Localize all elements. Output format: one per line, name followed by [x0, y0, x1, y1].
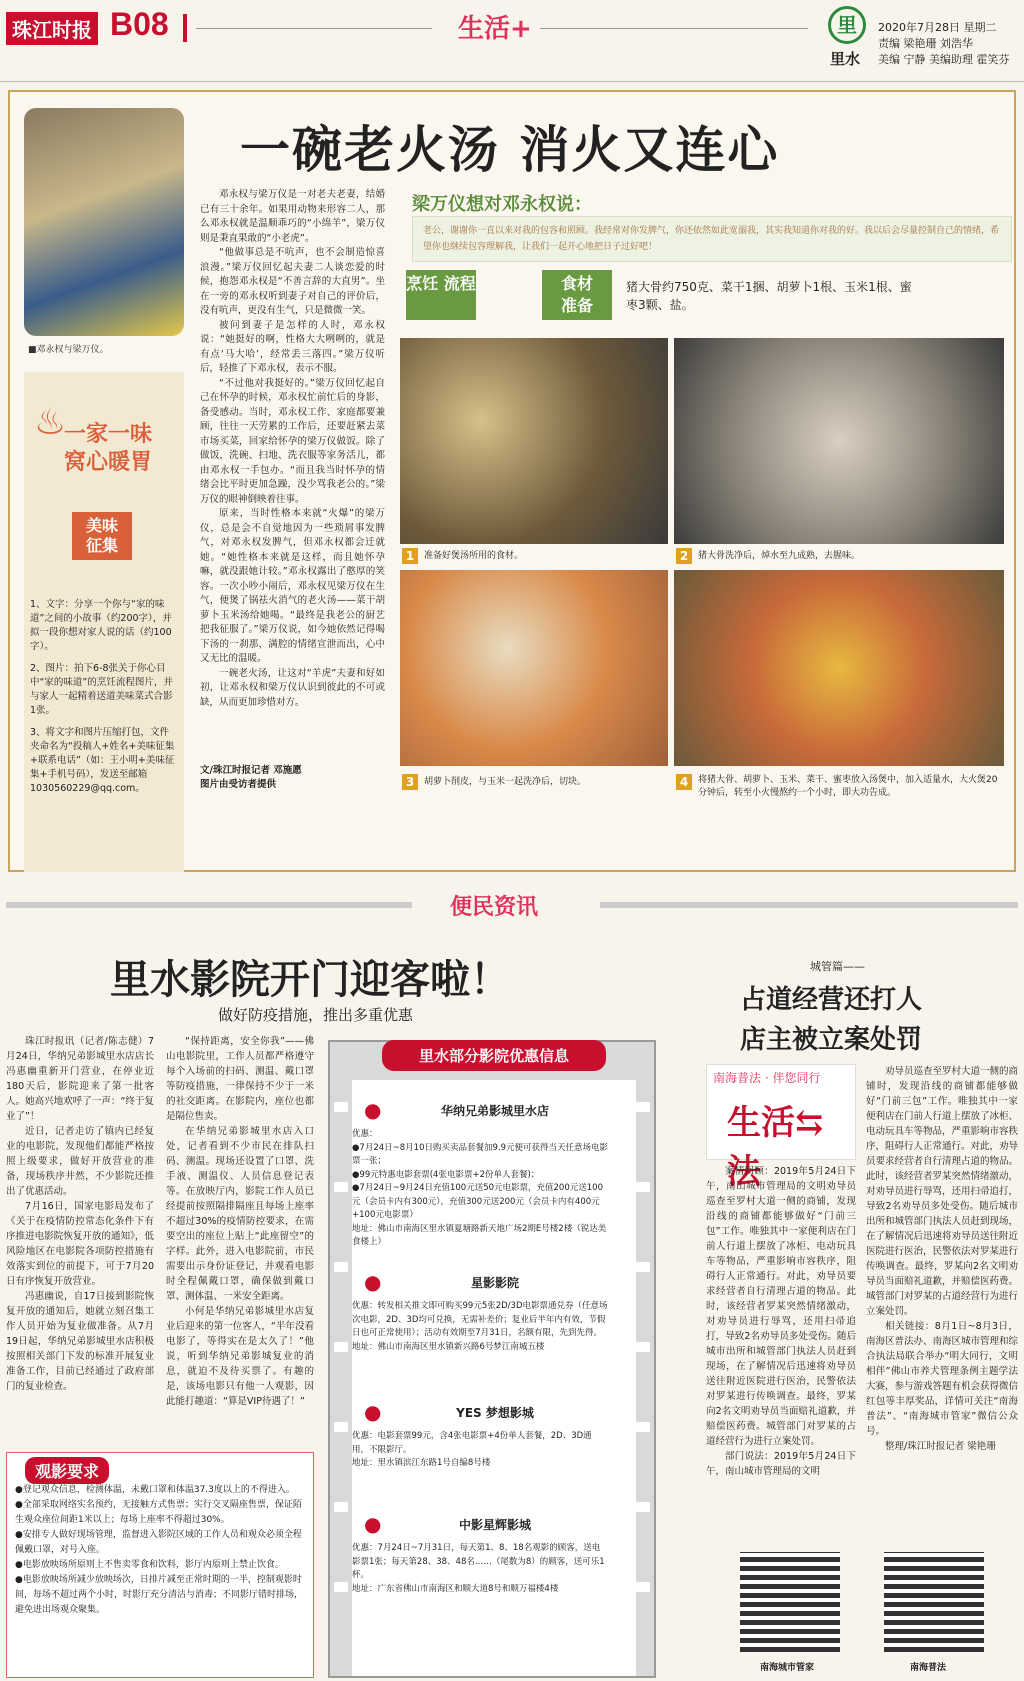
paragraph: 一碗老火汤，让这对“羊虎”夫妻和好如初，让邓永权和梁万仪认识到彼此的不可或缺，从而更加珍惜对方。 — [200, 667, 385, 708]
logo-text: 里水 — [830, 50, 861, 68]
step-number: 4 — [676, 774, 692, 790]
paragraph: “保持距离，安全你我”——佛山电影院里，工作人员都严格遵守每个入场前的扫码、测温、戴口罩等防疫措施，一律保持不少于一米的社交距离。在影院内，座位也都是隔位售卖。 — [166, 1036, 314, 1122]
photo-caption: ■邓永权与梁万仪。 — [28, 345, 109, 355]
location-pin-icon: ● — [364, 1400, 382, 1424]
cinema-col-1 — [6, 1034, 154, 1394]
collect-tag: 美味 征集 — [72, 512, 132, 560]
law-kicker: 城管篇—— — [810, 960, 865, 973]
divider — [6, 902, 412, 908]
rule-item: 3、将文字和图片压缩打包，文件夹命名为“投稿人+姓名+美味征集+联系电话”（如：王小明+美味征集+手机号码），发送至邮箱1030560229@qq.com。 — [30, 727, 175, 794]
theater-info — [352, 1430, 608, 1471]
law-logo-main: 生活⇆法 — [727, 1103, 824, 1192]
notice-item: ●安排专人做好现场管理，监督进入影院区域的工作人员和观众必须全程佩戴口罩，对号入座。 — [15, 1530, 302, 1555]
note-text: 老公，谢谢你一直以来对我的包容和照顾。我经常对你发脾气，你还依然如此宽溺我，其实我知道你对我的好。我以后会尽量控制自己的情绪，希望你也继续包容理解我，让我们一起开心地把日子过好吧！ — [412, 216, 1012, 262]
header-meta — [878, 20, 1010, 68]
rule-item: 2、图片：拍下6-8张关于你心目中“家的味道”的烹饪流程图片，并与家人一起精着送道美味菜式合影1张。 — [30, 663, 173, 716]
feature-story — [8, 90, 1016, 872]
paragraph: 冯惠幽说，自17日接到影院恢复开放的通知后，她就立刻召集工作人员开始为复业做准备。从7月19日起，华纳兄弟影城里水店积极按照相关部门下发的标准开展复业准备工作，目前已经通过了政府部门的复业检查。 — [6, 1291, 154, 1392]
rule-item: 1、文字：分享一个你与“家的味道”之间的小故事（约200字），并拟一段你想对家人说的话（约100字）。 — [30, 599, 172, 652]
film-hole — [636, 1262, 650, 1272]
step-photo — [400, 570, 668, 766]
qr-code-icon[interactable] — [740, 1552, 840, 1652]
film-hole — [334, 1102, 348, 1112]
film-strip-panel — [328, 1040, 656, 1678]
editor-credit: 责编 梁艳珊 刘浩华 — [878, 37, 973, 50]
notice-item: ●电影放映场所原则上不售卖零食和饮料，影厅内原则上禁止饮食。 — [15, 1560, 284, 1570]
theater-info — [352, 1128, 608, 1250]
film-hole — [334, 1422, 348, 1432]
location-pin-icon: ● — [364, 1512, 382, 1536]
law-logo — [706, 1064, 856, 1192]
film-hole — [636, 1582, 650, 1592]
theater-info — [352, 1542, 608, 1596]
collection-rules — [30, 598, 178, 804]
theater-name: 华纳兄弟影城里水店 — [440, 1104, 549, 1118]
paragraph: 案情回顾：2019年5月24日下午，南山城市管理局的文明劝导员巡查至罗村大道一侧的商铺，发现沿线的商铺都能够做好“门前三包”工作。唯独其中一家便利店在门前人行道上摆放了冰柜、电动玩具车等物品，严重影响市容秩序，阻碍行人正常通行。对此，劝导员要求经营者自行清理占道的物品。此时，该经营者罗某突然情绪激动，对劝导员进行辱骂，还用扫帚追打，导致2名劝导员多处受伤。随后城市出所和城管部门执法人员赶到现场，在了解情况后迅速将劝导员送往附近医院进行医治，民警依法对罗某进行传唤调查。最终，罗某向2名文明劝导员当面赔礼道歉，并赔偿医药费。城管部门对罗某的占道经营行为进行立案处罚。 — [706, 1166, 856, 1447]
paragraph: 小何是华纳兄弟影城里水店复业后迎来的第一位客人，“半年没看电影了，等得实在是太久了！”他说，听到华纳兄弟影城复业的消息，就迫不及待买票了。有趣的是，该场电影只有他一人观影，因此能打趣道：“算是VIP待遇了！” — [166, 1306, 314, 1407]
paragraph: 在华纳兄弟影城里水店入口处，记者看到不少市民在排队扫码、测温。现场还设置了口罩、洗手液、测温仪、人员信息登记表等。在放映厅内，影院工作人员已经提前按照隔排隔座且每场上座率不超过30%的疫情防控要求，在需要空出的座位上贴上“此座留空”的字样。此外，进入电影院前，市民需要出示身份证登记，并观看电影时全程佩戴口罩，确保做到戴口罩、测体温、一米安全距离。 — [166, 1126, 314, 1302]
info-line: 地址：佛山市南海区里水镇新兴路6号梦江南城五楼 — [352, 1341, 545, 1352]
qr-caption: 南海城市管家 — [760, 1663, 815, 1673]
step-caption: 胡萝卜削皮，与玉米一起洗净后，切块。 — [424, 777, 587, 787]
theater-name: 中影星辉影城 — [458, 1518, 531, 1532]
film-hole — [636, 1102, 650, 1112]
ingredients: 猪大骨约750克、菜干1捆、胡萝卜1根、玉米1根、蜜枣3颗、盐。 — [626, 280, 912, 312]
step-photo — [674, 570, 1004, 766]
notice-item: ●登记观众信息，检测体温，未戴口罩和体温37.3度以上的不得进入。 — [15, 1485, 295, 1495]
divider — [196, 28, 432, 29]
info-line: 优惠：转发相关推文即可购买99元5张2D/3D电影票通兑券（任意场次电影，2D、3D均可兑换，无需补差价；复业后半年内有效，节假日也可正常使用）；活动有效期至7月31日，名额有限，先到先得。 — [352, 1301, 608, 1338]
step-caption: 猪大骨洗净后，焯水至九成熟，去腥味。 — [698, 551, 861, 561]
cinema-subtitle: 做好防疫措施，推出多重优惠 — [218, 1006, 414, 1024]
theater-name: 星影影院 — [470, 1276, 519, 1290]
film-hole — [334, 1582, 348, 1592]
step-caption: 将猪大骨、胡萝卜、玉米、菜干、蜜枣放入汤煲中，加入适量水，大火煲20分钟后，转至小火慢熬约一个小时，即大功告成。 — [698, 775, 998, 798]
location-pin-icon: ● — [364, 1098, 382, 1122]
tag-ingredients: 食材 准备 — [542, 270, 612, 320]
info-line: 优惠：电影套票99元，含4张电影票+4份单人套餐，2D、3D通用，不限影厅。 — [352, 1431, 592, 1455]
info-line: 地址：广东省佛山市南海区和顺大道8号和顺万福楼4楼 — [352, 1583, 559, 1594]
step-number: 1 — [402, 548, 418, 564]
info-line: 地址：佛山市南海区里水镇夏塘路新天地广场2期E号楼2楼（锐达美食楼上） — [352, 1223, 607, 1247]
paragraph: 相关链接：8月1日~8月3日，南海区普法办、南海区城市管理和综合执法局联合举办“明大同行，文明相伴”佛山市养犬管理条例主题学法大赛，参与游戏答题有机会获得微信红包等丰厚奖品，详情可关注“南海普法”、“南海城市管家”微信公众号。 — [866, 1321, 1019, 1437]
story-body — [200, 188, 385, 710]
info-line: ●7月24日~8月10日购买卖品套餐加9.9元便可获得当天任意场电影票一张； — [352, 1142, 609, 1166]
step-number: 3 — [402, 774, 418, 790]
film-hole — [636, 1422, 650, 1432]
section-divider — [0, 890, 1024, 920]
viewing-requirements — [6, 1452, 314, 1678]
paragraph: 被问到妻子是怎样的人时，邓永权说：“她挺好的啊，性格大大咧咧的，就是有点‘马大哈’，经常丢三落四。”梁万仪听后，轻推了下邓永权，表示不服。 — [200, 319, 385, 374]
paragraph: 劝导员巡查至罗村大道一侧的商铺时，发现沿线的商铺都能够做好“门前三包”工作。唯独其中一家便利店在门前人行道上摆放了冰柜、电动玩具车等物品，严重影响市容秩序，阻碍行人正常通行。对此，劝导员要求经营者自行清理占道的物品。此时，该经营者罗某突然情绪激动，对劝导员进行辱骂，还用扫帚追打，导致2名劝导员多处受伤。随后城市出所和城管部门执法人员赶到现场，在了解情况后迅速将劝导员送往附近医院进行医治，民警依法对罗某进行传唤调查。最终，罗某向2名文明劝导员当面赔礼道歉，并赔偿医药费。城管部门对罗某的占道经营行为进行立案处罚。 — [866, 1066, 1019, 1317]
issue-date: 2020年7月28日 星期二 — [878, 21, 997, 34]
page-number: B08 — [110, 6, 169, 42]
section-title: 便民资讯 — [450, 895, 539, 920]
notice-title: 观影要求 — [25, 1457, 109, 1484]
byline: 文/珠江时报记者 邓施愿 图片由受访者提供 — [200, 765, 302, 790]
paper-name: 珠江时报 — [6, 12, 98, 45]
paragraph: 7月16日，国家电影局发布了《关于在疫情防控常态化条件下有序推进电影院恢复开放的通知》，低风险地区在电影院各项防控措施有效落实到位的前提下，可于7月20日有序恢复开放营业。 — [6, 1201, 154, 1287]
paragraph: 整理/珠江时报记者 梁艳珊 — [885, 1441, 996, 1452]
step-photo — [674, 338, 1004, 544]
info-line: 优惠：7月24日~7月31日，每天第1、8、18名观影的顾客，送电影票1张；每天第28、38、48名……（尾数为8）的顾客，送可乐1杯。 — [352, 1543, 605, 1580]
divider — [600, 902, 1018, 908]
law-col-1 — [706, 1164, 856, 1479]
notice-item: ●全部采取网络实名预约，无接触方式售票；实行交叉隔座售票，保证陌生观众座位间距1米以上；每场上座率不得超过30%。 — [15, 1500, 302, 1525]
step-caption: 准备好煲汤所用的食材。 — [424, 551, 524, 561]
collection-panel — [24, 372, 184, 872]
film-hole — [334, 1262, 348, 1272]
section-title: 生活+ — [458, 14, 532, 44]
brand-logo-icon: 里 — [828, 6, 866, 44]
film-heading: 里水部分影院优惠信息 — [382, 1040, 606, 1071]
qr-code-icon[interactable] — [884, 1552, 984, 1652]
soup-bowl-icon: ♨ — [34, 402, 67, 443]
couple-photo — [24, 108, 184, 336]
info-line: 地址：里水镇滨江东路1号自编8号楼 — [352, 1458, 491, 1468]
film-hole — [636, 1502, 650, 1512]
tag-cook: 烹饪 流程 — [406, 270, 476, 320]
note-heading: 梁万仪想对邓永权说： — [412, 194, 592, 215]
designer-credit: 美编 宁静 美编助理 霍笑芬 — [878, 53, 1010, 66]
cinema-title: 里水影院开门迎客啦！ — [110, 956, 510, 1003]
paragraph: 近日，记者走访了镇内已经复业的电影院，发现他们都能严格按照上级要求，做好开放营业的准备，现场秩序井然，不少影院还推出了优惠活动。 — [6, 1126, 154, 1197]
film-hole — [334, 1502, 348, 1512]
column-title: 一家一味 窝心暖胃 — [64, 421, 153, 475]
feature-title: 一碗老火汤 消火又连心 — [240, 120, 780, 179]
law-title: 占道经营还打人 店主被立案处罚 — [740, 985, 923, 1055]
law-logo-tagline: 南海普法 · 伴您同行 — [713, 1071, 821, 1085]
info-line: 优惠： — [352, 1129, 378, 1139]
paragraph: 珠江时报讯（记者/陈志健）7月24日，华纳兄弟影城里水店店长冯惠幽重新开门营业，在停业近180天后，影院迎来了第一批客人。她高兴地欢呼了一声：“终于复业了”！ — [6, 1036, 154, 1122]
step-photo — [400, 338, 668, 544]
info-line: ●99元特惠电影套票(4张电影票+2份单人套餐)； — [352, 1169, 540, 1180]
info-line: ●7月24日~9月24日充值100元送50元电影票，充值200元送100元（会员卡内有300元），充值300元送200元（会员卡内有400元+100元电影票） — [352, 1183, 603, 1220]
notice-item: ●电影放映场所减少放映场次，日排片减至正常时期的一半，控制观影时间，每场不超过两个小时，时影厅充分清洁与消毒；不同影厅错时排场，避免进出场观众聚集。 — [15, 1575, 304, 1615]
paragraph: “他做事总是不吭声，也不会制造惊喜浪漫。”梁万仪回忆起夫妻二人谈恋爱的时候，抱怨邓永权是“不善言辞的大直男”。坐在一旁的邓永权听到妻子对自己的评价后，没有吭声，更没有生气，只是微微一笑。 — [200, 247, 385, 316]
film-hole — [636, 1182, 650, 1192]
theater-name: YES 梦想影城 — [456, 1406, 534, 1420]
cinema-col-2 — [166, 1034, 314, 1409]
paragraph: 部门说法：2019年5月24日下午，南山城市管理局的文明 — [706, 1451, 856, 1477]
film-hole — [636, 1342, 650, 1352]
qr-caption: 南海普法 — [910, 1663, 947, 1673]
step-number: 2 — [676, 548, 692, 564]
paragraph: 原来，当时性格本来就“火爆”的梁万仪，总是会不自觉地因为一些琐屑事发脾气，对邓永权发脾气，但邓永权都会迁就她。“她性格本来就是这样，而且她怀孕嘛，就没跟她计较。”邓永权露出了憨厚的笑容。一次小吵小闹后，邓永权见梁万仪在生气，便煲了锅祛火消气的老火汤——菜干胡萝卜玉米汤给她喝。“最终是我老公的厨艺把我征服了。”梁万仪说，如今她依然记得喝下汤的一刹那，满腔的情绪宣泄而出，心中又无比的温暖。 — [200, 508, 385, 664]
divider — [183, 14, 187, 42]
law-col-2 — [866, 1064, 1018, 1454]
paragraph: 邓永权与梁万仪是一对老夫老妻，结婚已有三十余年。如果用动物来形容二人，那么邓永权就是温顺乖巧的“小绵羊”，梁万仪则是秉直果敢的“小老虎”。 — [200, 189, 385, 244]
film-hole — [334, 1182, 348, 1192]
location-pin-icon: ● — [364, 1270, 382, 1294]
paragraph: “不过他对我挺好的。”梁万仪回忆起自己在怀孕的时候，邓永权忙前忙后的身影，备受感动。当时，邓永权工作、家庭都要兼顾，往往一天劳累的工作后，还要赶紧去菜市场买菜，回家给怀孕的梁万仪做饭。除了做饭，洗碗、扫地、洗衣服等家务活儿，都由邓永权一手包办。“而且我当时怀孕的情绪会比平时更加急躁，没少骂我老公的。”梁万仪的眼神倒映着往事。 — [200, 377, 385, 505]
page-header — [0, 0, 1024, 82]
film-hole — [334, 1342, 348, 1352]
theater-info — [352, 1300, 608, 1354]
divider — [540, 28, 808, 29]
